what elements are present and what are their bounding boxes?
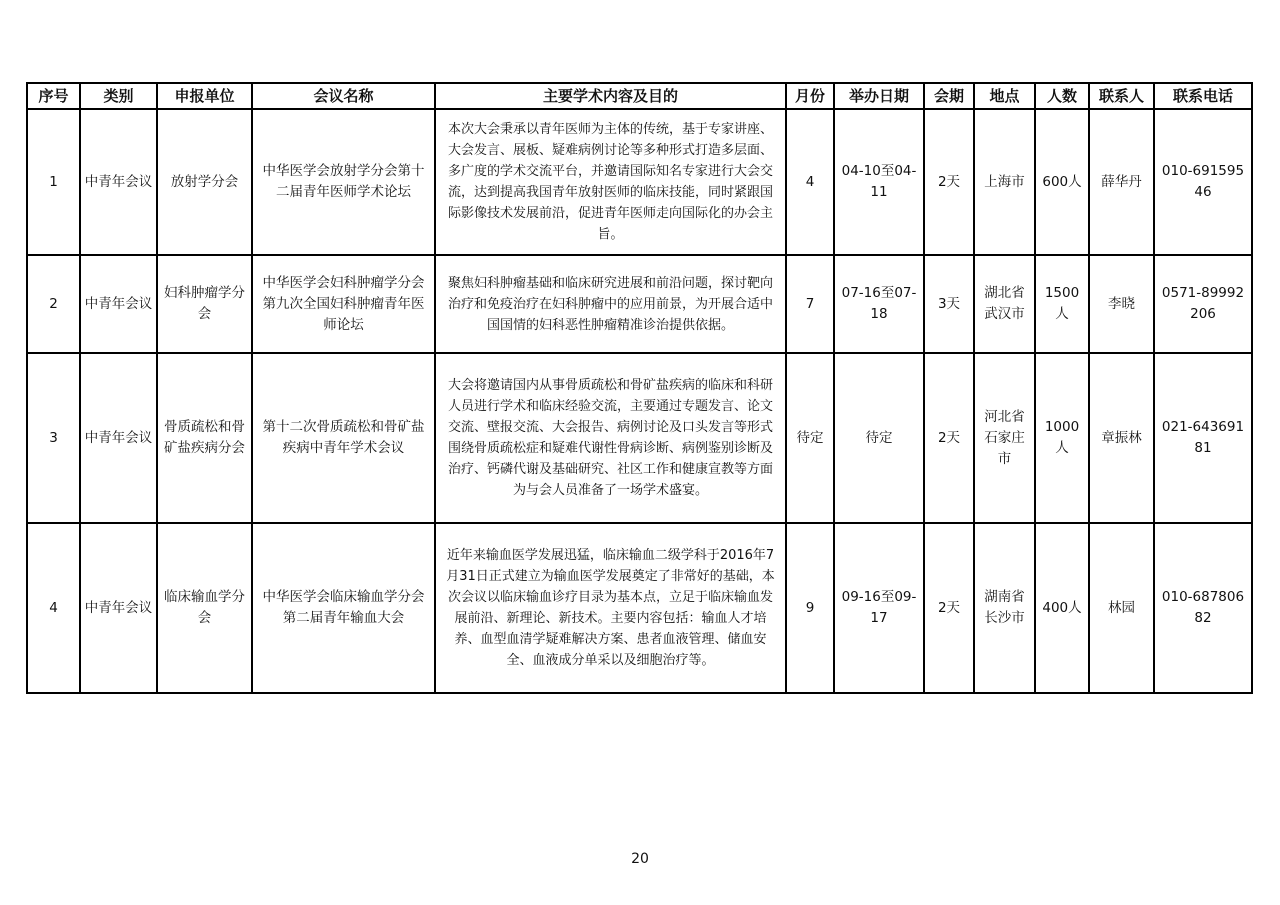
header-duration: 会期 — [924, 83, 974, 109]
table-row — [27, 353, 1252, 523]
cell-location: 湖南省长沙市 — [974, 523, 1035, 693]
cell-no: 3 — [27, 353, 80, 523]
cell-date: 07-16至07-18 — [834, 255, 924, 353]
cell-duration: 3天 — [924, 255, 974, 353]
cell-month: 4 — [786, 109, 834, 255]
cell-unit: 放射学分会 — [157, 109, 252, 255]
cell-contact: 林园 — [1089, 523, 1154, 693]
cell-location: 上海市 — [974, 109, 1035, 255]
cell-no: 1 — [27, 109, 80, 255]
header-phone: 联系电话 — [1154, 83, 1252, 109]
cell-date: 09-16至09-17 — [834, 523, 924, 693]
cell-location: 河北省石家庄市 — [974, 353, 1035, 523]
cell-meeting-name: 中华医学会临床输血学分会第二届青年输血大会 — [252, 523, 435, 693]
cell-location: 湖北省武汉市 — [974, 255, 1035, 353]
cell-attendees: 600人 — [1035, 109, 1089, 255]
header-meeting-name: 会议名称 — [252, 83, 435, 109]
header-unit: 申报单位 — [157, 83, 252, 109]
cell-phone: 0571-89992206 — [1154, 255, 1252, 353]
cell-duration: 2天 — [924, 353, 974, 523]
cell-unit: 骨质疏松和骨矿盐疾病分会 — [157, 353, 252, 523]
table-row — [27, 255, 1252, 353]
cell-meeting-name: 第十二次骨质疏松和骨矿盐疾病中青年学术会议 — [252, 353, 435, 523]
cell-content: 大会将邀请国内从事骨质疏松和骨矿盐疾病的临床和科研人员进行学术和临床经验交流，主要通过专题发言、论文交流、壁报交流、大会报告、病例讨论及口头发言等形式围绕骨质疏松症和疑难代谢性骨病诊断、病例鉴别诊断及治疗、钙磷代谢及基础研究、社区工作和健康宣教等方面为与会人员准备了一场学术盛宴。 — [435, 353, 786, 523]
header-attendees: 人数 — [1035, 83, 1089, 109]
cell-contact: 薛华丹 — [1089, 109, 1154, 255]
cell-month: 9 — [786, 523, 834, 693]
cell-meeting-name: 中华医学会妇科肿瘤学分会第九次全国妇科肿瘤青年医师论坛 — [252, 255, 435, 353]
header-contact: 联系人 — [1089, 83, 1154, 109]
page-number: 20 — [631, 851, 649, 867]
cell-content: 本次大会秉承以青年医师为主体的传统，基于专家讲座、大会发言、展板、疑难病例讨论等多种形式打造多层面、多广度的学术交流平台，并邀请国际知名专家进行大会交流，达到提高我国青年放射医师的临床技能，同时紧跟国际影像技术发展前沿，促进青年医师走向国际化的办会主旨。 — [435, 109, 786, 255]
header-location: 地点 — [974, 83, 1035, 109]
cell-category: 中青年会议 — [80, 353, 157, 523]
cell-unit: 妇科肿瘤学分会 — [157, 255, 252, 353]
meetings-table — [26, 82, 1253, 694]
cell-category: 中青年会议 — [80, 523, 157, 693]
cell-category: 中青年会议 — [80, 109, 157, 255]
cell-no: 2 — [27, 255, 80, 353]
cell-attendees: 1000人 — [1035, 353, 1089, 523]
cell-month: 7 — [786, 255, 834, 353]
cell-content: 聚焦妇科肿瘤基础和临床研究进展和前沿问题，探讨靶向治疗和免疫治疗在妇科肿瘤中的应用前景，为开展合适中国国情的妇科恶性肿瘤精准诊治提供依据。 — [435, 255, 786, 353]
cell-no: 4 — [27, 523, 80, 693]
cell-month: 待定 — [786, 353, 834, 523]
table-header-row — [27, 83, 1252, 109]
cell-category: 中青年会议 — [80, 255, 157, 353]
cell-phone: 021-64369181 — [1154, 353, 1252, 523]
cell-duration: 2天 — [924, 109, 974, 255]
table-row — [27, 109, 1252, 255]
cell-duration: 2天 — [924, 523, 974, 693]
cell-date: 04-10至04-11 — [834, 109, 924, 255]
cell-contact: 章振林 — [1089, 353, 1154, 523]
cell-meeting-name: 中华医学会放射学分会第十二届青年医师学术论坛 — [252, 109, 435, 255]
cell-content: 近年来输血医学发展迅猛，临床输血二级学科于2016年7月31日正式建立为输血医学发展奠定了非常好的基础，本次会议以临床输血诊疗目录为基本点，立足于临床输血发展前沿、新理论、新技术。主要内容包括：输血人才培养、血型血清学疑难解决方案、患者血液管理、储血安全、血液成分单采以及细胞治疗等。 — [435, 523, 786, 693]
header-no: 序号 — [27, 83, 80, 109]
header-category: 类别 — [80, 83, 157, 109]
header-date: 举办日期 — [834, 83, 924, 109]
cell-attendees: 400人 — [1035, 523, 1089, 693]
cell-unit: 临床输血学分会 — [157, 523, 252, 693]
header-content: 主要学术内容及目的 — [435, 83, 786, 109]
header-month: 月份 — [786, 83, 834, 109]
cell-phone: 010-68780682 — [1154, 523, 1252, 693]
cell-attendees: 1500人 — [1035, 255, 1089, 353]
cell-contact: 李晓 — [1089, 255, 1154, 353]
cell-date: 待定 — [834, 353, 924, 523]
table-row — [27, 523, 1252, 693]
cell-phone: 010-69159546 — [1154, 109, 1252, 255]
